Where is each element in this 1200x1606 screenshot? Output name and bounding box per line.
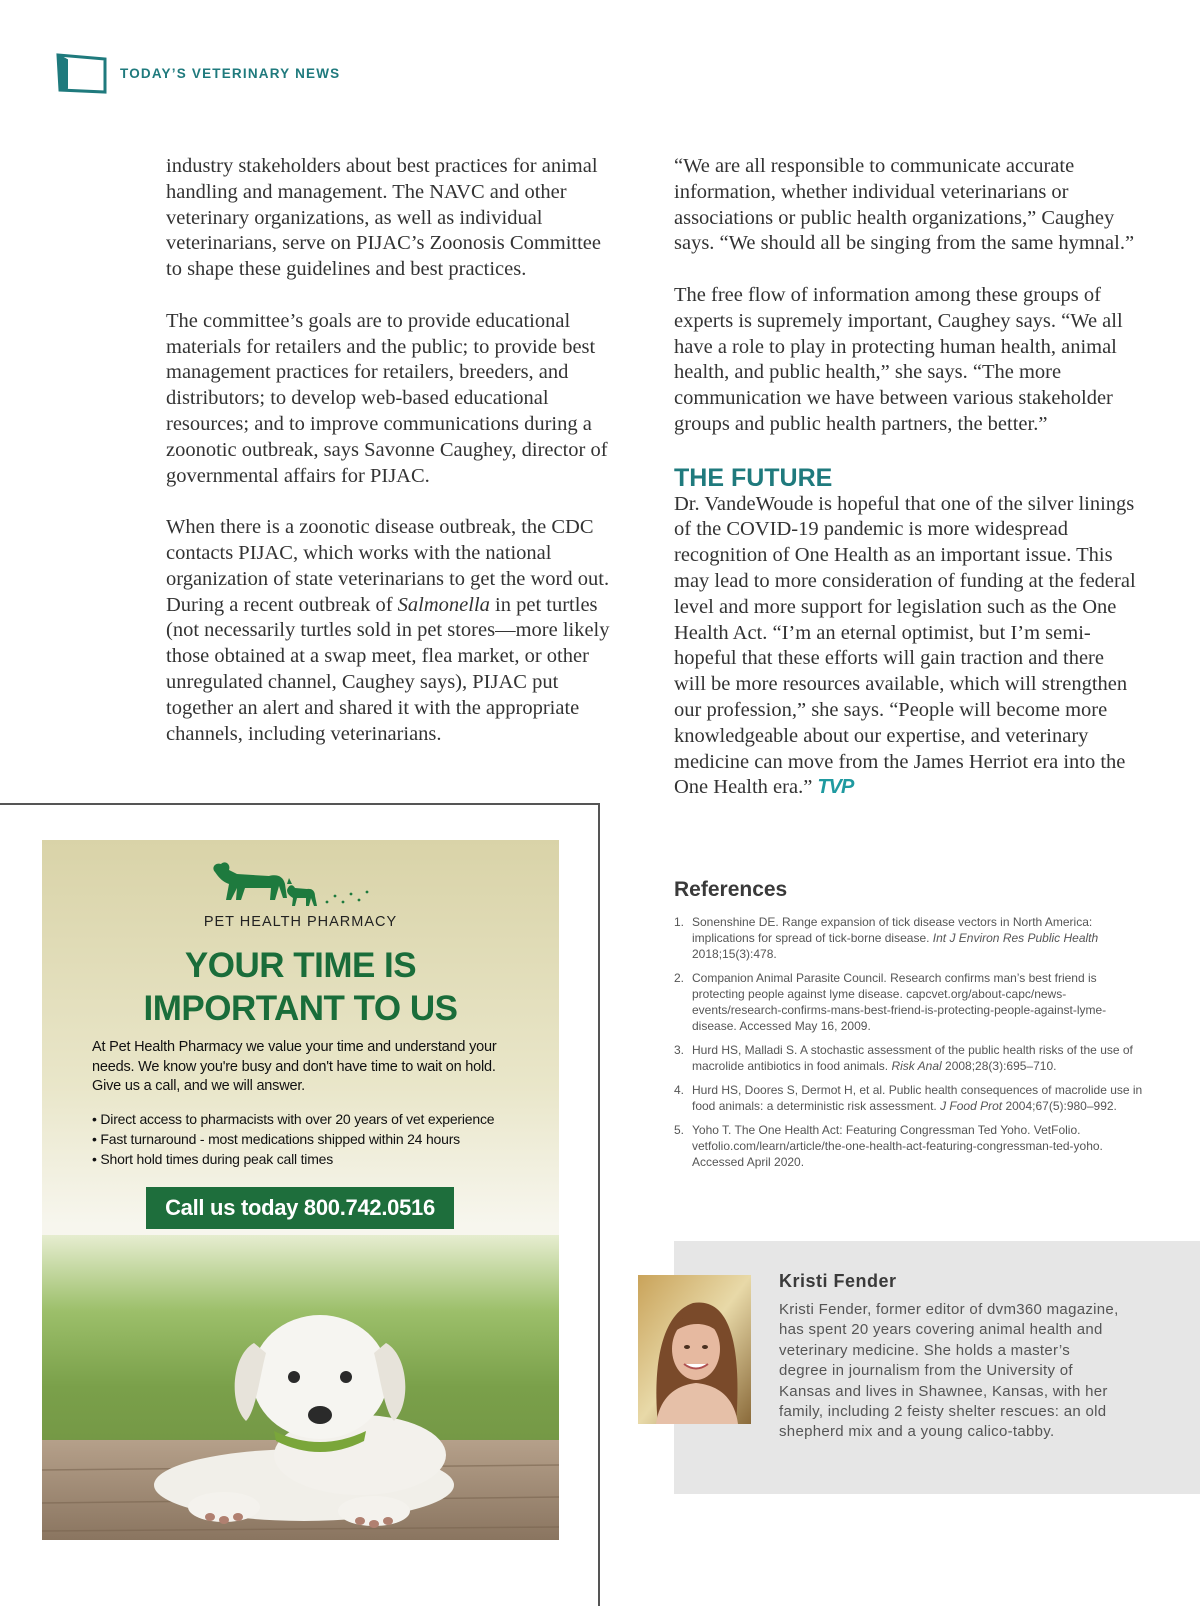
article-paragraph: industry stakeholders about best practices for animal handling and management. The NAVC and other veterinary organizations, as well as individual veterinarians, serve on PIJAC’s Zoonosis Committee to shape these guidelines and best practices. (166, 155, 601, 281)
reference-citation: 2018;15(3):478. (692, 947, 777, 961)
ad-bullet: • Short hold times during peak call times (92, 1151, 334, 1167)
reference-citation: 2008;28(3):695–710. (941, 1059, 1057, 1073)
reference-item (674, 1042, 1144, 1074)
reference-text: Yoho T. The One Health Act: Featuring Congressman Ted Yoho. VetFolio. vetfolio.com/learn/article/the-one-health-act-featuring-congressman-ted-yoho. Accessed April 2020. (692, 1123, 1103, 1169)
ad-headline-line: IMPORTANT TO US (143, 989, 458, 1028)
reference-item (674, 914, 1144, 962)
article-paragraph (674, 492, 1136, 802)
author-name: Kristi Fender (779, 1271, 897, 1291)
pet-pharmacy-advertisement[interactable] (42, 840, 559, 1540)
ad-bullet: • Fast turnaround - most medications shipped within 24 hours (92, 1131, 460, 1147)
reference-number: 2. (674, 971, 685, 985)
puppy-photo (42, 1235, 559, 1540)
reference-journal: J Food Prot (940, 1099, 1003, 1113)
right-article-column (674, 154, 1136, 801)
ad-frame-divider (0, 803, 600, 805)
reference-text: Hurd HS, Doores S, Dermot H, et al. Public health consequences of macrolide use in food animals: a deterministic risk assessment. (692, 1083, 1143, 1113)
ad-headline-line: YOUR TIME IS (184, 946, 417, 985)
ad-intro-text: At Pet Health Pharmacy we value your time and understand your needs. We know you're busy and don't have time to wait on hold. Give us a call, and we will answer. (92, 1039, 497, 1094)
author-bio: Kristi Fender, former editor of dvm360 magazine, has spent 20 years covering animal health and veterinary medicine. She holds a master’s degree in journalism from the University of Kansas and lives in Shawnee, Kansas, with her family, including 2 feisty shelter rescues: an old shepherd mix and a young calico-tabby. (779, 1301, 1119, 1441)
reference-number: 1. (674, 915, 685, 929)
ad-bullet-list (92, 1109, 532, 1169)
reference-journal: Int J Environ Res Public Health (932, 931, 1099, 945)
reference-number: 5. (674, 1123, 685, 1137)
dog-and-cat-logo-icon (207, 858, 407, 914)
reference-citation: 2004;67(5):980–992. (1002, 1099, 1117, 1113)
ad-bullet: • Direct access to pharmacists with over 20 years of vet experience (92, 1111, 495, 1127)
call-us-button[interactable]: Call us today 800.742.0516 (146, 1187, 454, 1229)
ad-headline (42, 944, 559, 1030)
end-mark: TVP (817, 776, 854, 799)
reference-number: 3. (674, 1043, 685, 1057)
article-paragraph: The free flow of information among these groups of experts is supremely important, Caughey says. “We all have a role to play in protecting human health, animal health, and public health,” she says. “The more communication we have between various stakeholder groups and public health partners, the better.” (674, 283, 1123, 435)
publication-title: TODAY’S VETERINARY NEWS (120, 66, 341, 81)
reference-item (674, 1082, 1144, 1114)
references-list (674, 914, 1144, 1170)
references-section (674, 878, 1144, 1178)
reference-item (674, 1122, 1144, 1170)
ad-frame-divider (598, 803, 600, 1606)
author-photo (638, 1275, 751, 1424)
left-article-column (166, 154, 622, 773)
italic-term: Salmonella (397, 593, 490, 616)
paragraph-text: in pet turtles (not necessarily turtles sold in pet stores—more likely those obtained at a swap meet, flea market, or other unregulated channel, Caughey says), PIJAC put together an alert and shared it with the appropriate channels, including veterinarians. (166, 593, 610, 745)
references-heading: References (674, 878, 788, 901)
magazine-logo-icon (55, 52, 111, 96)
paragraph-text: When there is a zoonotic disease outbreak, the CDC contacts PIJAC, which works with the national organization of state veterinarians to get the word out. During a recent outbreak of (166, 516, 610, 616)
reference-item (674, 970, 1144, 1034)
reference-text: Sonenshine DE. Range expansion of tick disease vectors in North America: implications for spread of tick-borne disease. (692, 915, 1093, 945)
reference-number: 4. (674, 1083, 685, 1097)
reference-text: Companion Animal Parasite Council. Research confirms man’s best friend is protecting people against lyme disease. capcvet.org/about-capc/news-events/research-confirms-mans-best-friend-is-protecting-people-against-lyme-disease. Accessed May 16, 2009. (692, 971, 1107, 1033)
article-paragraph (166, 515, 622, 747)
section-heading: THE FUTURE (674, 463, 833, 492)
article-paragraph: “We are all responsible to communicate accurate information, whether individual veterinarians or associations or public health organizations,” Caughey says. “We should all be singing from the same hymnal.” (674, 155, 1135, 255)
reference-text: Hurd HS, Malladi S. A stochastic assessment of the public health risks of the use of macrolide antibiotics in food animals. (692, 1043, 1133, 1073)
paragraph-text: Dr. VandeWoude is hopeful that one of the silver linings of the COVID-19 pandemic is more widespread recognition of One Health as an important issue. This may lead to more consideration of funding at the federal level and more support for legislation such as the One Health Act. “I’m an eternal optimist, but I’m semi-hopeful that these efforts will gain traction and there will be more resources available, which will strengthen our profession,” she says. “People will become more knowledgeable about our expertise, and veterinary medicine can move from the James Herriot era into the One Health era.” (674, 492, 1136, 799)
reference-journal: Risk Anal (891, 1059, 942, 1073)
article-paragraph: The committee’s goals are to provide educational materials for retailers and the public; to provide best management practices for retailers, breeders, and distributors; to develop web-based educational resources; and to improve communications during a zoonotic outbreak, says Savonne Caughey, director of governmental affairs for PIJAC. (166, 309, 608, 487)
ad-brand-name: PET HEALTH PHARMACY (203, 914, 398, 930)
